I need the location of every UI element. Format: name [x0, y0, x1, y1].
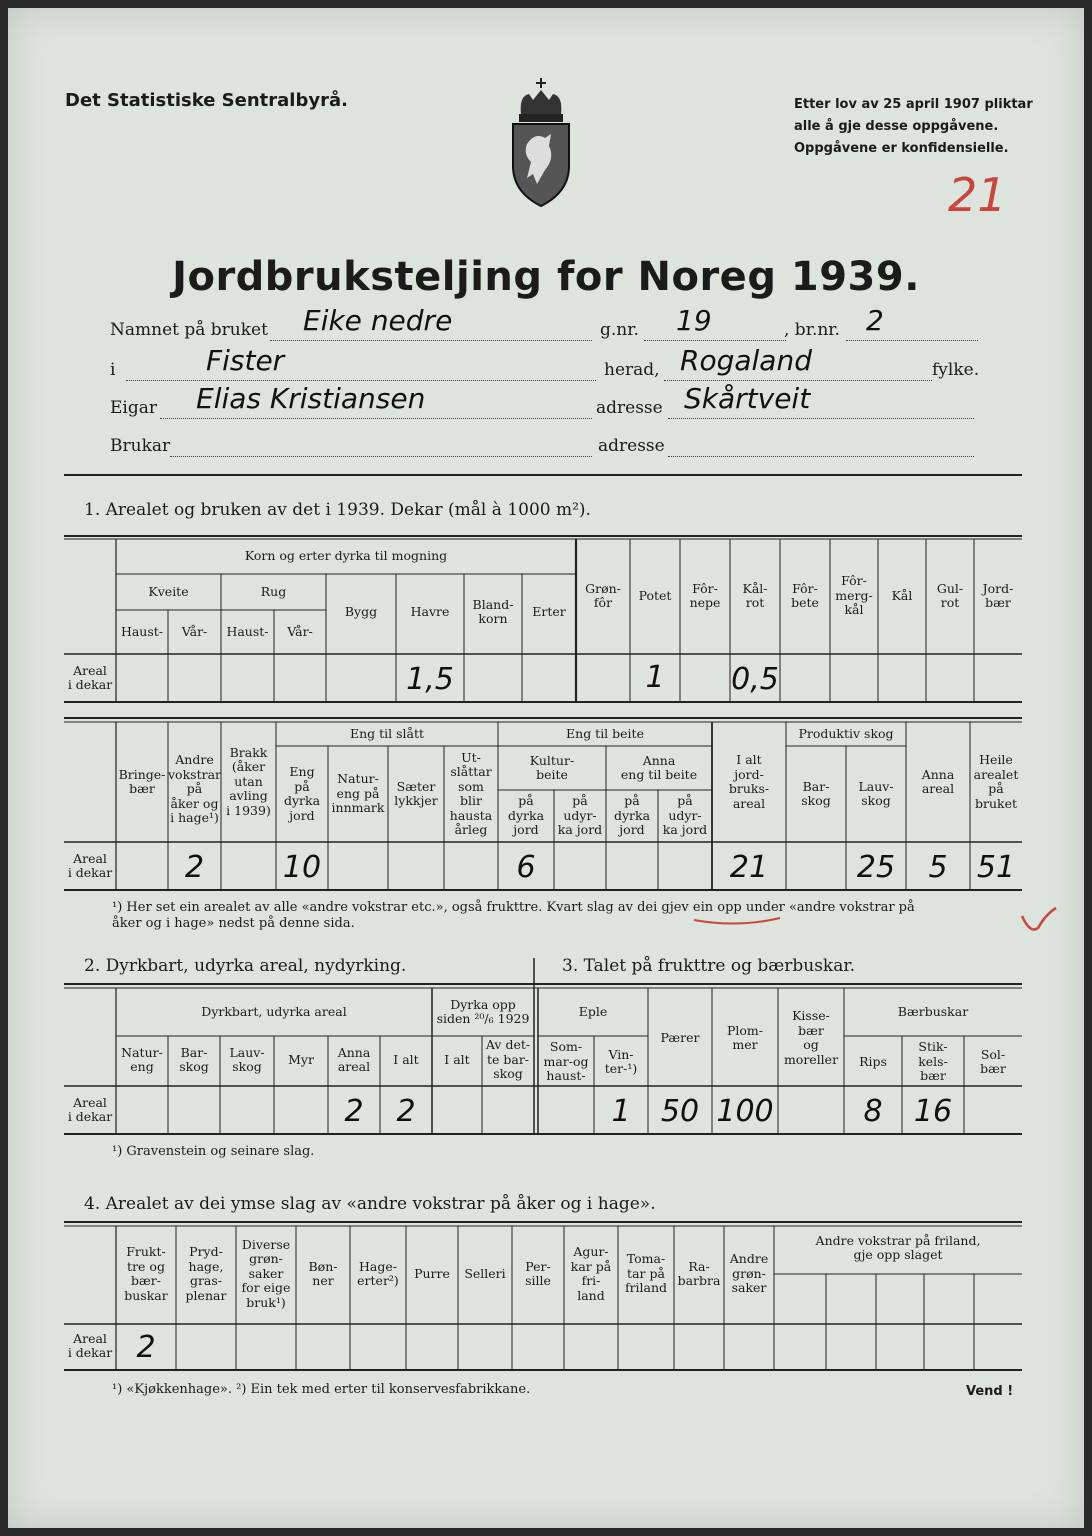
header-text: gje opp slaget — [853, 1247, 943, 1262]
header-text: Som- — [549, 1039, 583, 1055]
eng-dyrka-value[interactable]: 10 — [282, 850, 322, 885]
header-text: skog — [493, 1066, 523, 1082]
header-text: ka jord — [557, 822, 603, 838]
section4-footnote: ¹) «Kjøkkenhage». ²) Ein tek med erter til konservesfabrikkane. — [112, 1382, 531, 1397]
baerbuskar-column-header — [844, 1055, 902, 1070]
dyrkbart-column-header — [380, 1053, 432, 1068]
garden-column-header — [724, 1252, 774, 1296]
header-text: Diverse — [241, 1236, 291, 1252]
header-text: Heile — [979, 752, 1013, 767]
season-subheader — [274, 625, 326, 640]
header-text: Rips — [859, 1053, 887, 1069]
header-text: Natur- — [337, 771, 379, 787]
law-notice-line: alle å gje desse oppgåvene. — [794, 119, 999, 134]
header-text: Natur- — [121, 1044, 163, 1060]
header-text: haust- — [546, 1068, 586, 1084]
header-text: Ut- — [461, 749, 481, 765]
header-text: Sol- — [980, 1046, 1006, 1062]
section1-heading: 1. Arealet og bruken av det i 1939. Dekar (mål à 1000 m²). — [84, 500, 591, 520]
header-text: Pryd- — [189, 1244, 223, 1259]
header-text: jord- — [734, 766, 764, 782]
header-text: på — [677, 793, 693, 809]
season-subheader — [116, 625, 168, 640]
andre-vokstrar-header — [168, 753, 221, 826]
crop-column-header — [878, 589, 926, 604]
section4-heading: 4. Arealet av dei ymse slag av «andre vokstrar på åker og i hage». — [84, 1194, 656, 1214]
header-text: land — [577, 1287, 605, 1303]
header-text: Areal — [73, 850, 107, 866]
header-text: Bygg — [344, 603, 378, 619]
anna-areal-value[interactable]: 5 — [928, 850, 948, 885]
kalrot-value[interactable]: 0,5 — [731, 662, 779, 697]
dyrkbart-column-header — [328, 1046, 380, 1075]
header-text: merg- — [835, 587, 873, 603]
header-text: Eng til beite — [566, 725, 644, 741]
korn-group-header — [116, 549, 576, 564]
dyrkbart-i-alt-value[interactable]: 2 — [396, 1094, 416, 1129]
garden-column-header — [618, 1252, 674, 1296]
header-text: på — [572, 793, 588, 809]
frukttre-value[interactable]: 2 — [136, 1330, 156, 1365]
header-text: dyrka — [613, 807, 651, 823]
brukar-label: Brukar — [110, 436, 171, 456]
header-text: Agur- — [573, 1244, 609, 1259]
header-text: ner — [312, 1273, 334, 1288]
header-text: årleg — [454, 822, 488, 837]
eple-sommar-header — [538, 1040, 594, 1084]
garden-column-header — [512, 1260, 564, 1289]
crop-column-header — [630, 589, 680, 604]
footnote-line: ¹) Her set ein arealet av alle «andre vokstrar etc.», også frukttre. Kvart slag av dei gjev ein opp under «andre vokstrar på — [112, 900, 915, 915]
header-text: skog — [861, 793, 891, 808]
dyrkbart-column-header — [168, 1046, 220, 1075]
section2-footnote: ¹) Gravenstein og seinare slag. — [112, 1144, 315, 1159]
gnr-label: g.nr. — [600, 320, 639, 340]
baerbuskar-header — [844, 1005, 1022, 1020]
header-text: Dyrka opp — [450, 996, 516, 1012]
header-text: utan — [234, 773, 263, 789]
header-text: Haust- — [120, 623, 164, 639]
header-text: areal — [732, 795, 766, 811]
potet-value[interactable]: 1 — [645, 660, 665, 695]
header-text: moreller — [783, 1051, 839, 1067]
header-text: Kultur- — [529, 752, 575, 768]
crop-column-header — [974, 582, 1022, 611]
baerbuskar-column-header — [902, 1040, 964, 1084]
header-text: Sæter — [396, 778, 436, 794]
eple-vinter-header — [594, 1048, 648, 1077]
header-text: og — [803, 1037, 819, 1052]
header-text: ter-¹) — [604, 1061, 638, 1076]
header-text: Andre — [175, 752, 214, 767]
blandkorn-header — [464, 598, 522, 627]
header-text: som — [458, 778, 484, 794]
garden-column-header — [350, 1260, 406, 1289]
season-subheader — [221, 625, 274, 640]
kissebaer-header — [778, 1009, 844, 1067]
kulturbeite-header — [498, 754, 606, 783]
andre-value[interactable]: 2 — [184, 850, 205, 885]
header-text: beite — [536, 767, 568, 782]
plommer-header — [712, 1024, 778, 1053]
header-text: Areal — [73, 1330, 107, 1346]
crop-column-header — [780, 582, 830, 611]
header-text: Bringe- — [118, 766, 166, 782]
header-text: Bar- — [180, 1044, 208, 1060]
header-text: tar på — [627, 1265, 665, 1281]
eigar-label: Eigar — [110, 398, 157, 418]
header-text: areal — [921, 781, 955, 796]
heile-arealet-header — [970, 753, 1022, 811]
beite-subheader — [658, 794, 712, 838]
header-text: Purre — [414, 1265, 450, 1281]
header-text: Havre — [410, 603, 450, 619]
header-text: blir — [460, 793, 482, 808]
farm-name-value[interactable]: Eike nedre — [303, 304, 453, 337]
header-text: lykkjer — [394, 793, 438, 808]
crop-column-header — [830, 574, 878, 618]
header-text: Anna — [642, 752, 676, 768]
header-text: plenar — [185, 1287, 227, 1303]
header-text: Vår- — [287, 623, 313, 639]
header-text: udyr- — [563, 807, 597, 823]
vend-note: Vend ! — [966, 1384, 1014, 1399]
law-notice-line: Etter lov av 25 april 1907 pliktar — [794, 97, 1033, 112]
row-label — [64, 1096, 116, 1125]
header-text: fôr — [593, 595, 613, 610]
crop-column-header — [926, 582, 974, 611]
dyrkbart-anna-value[interactable]: 2 — [344, 1094, 364, 1129]
dyrkbart-group-header — [116, 1005, 432, 1020]
kulturbeite-dyrka-value[interactable]: 6 — [516, 850, 536, 885]
brukar-adresse-label: adresse — [598, 436, 665, 456]
eng-slatt-column-header — [444, 751, 498, 838]
i-alt-header — [712, 753, 786, 811]
plommer-value[interactable]: 100 — [716, 1094, 774, 1129]
garden-column-header — [116, 1245, 176, 1303]
brnr-value[interactable]: 2 — [866, 304, 884, 337]
garden-column-header — [564, 1245, 618, 1303]
header-text: Stik- — [918, 1039, 948, 1055]
header-text: Eng til slått — [349, 725, 425, 741]
header-text: Produktiv skog — [798, 725, 894, 741]
page-title: Jordbruksteljing for Noreg 1939. — [172, 254, 920, 300]
erter-header — [522, 605, 576, 620]
header-text: sille — [525, 1273, 551, 1288]
havre-header — [396, 605, 464, 620]
eigar-value[interactable]: Elias Kristiansen — [196, 382, 426, 415]
header-text: Andre — [729, 1251, 769, 1267]
header-text: Areal — [73, 662, 107, 678]
anna-eng-header — [606, 754, 712, 783]
beite-subheader — [606, 794, 658, 838]
lauvskog-header — [846, 780, 906, 809]
header-text: i hage¹) — [170, 810, 219, 825]
eng-slatt-column-header — [388, 780, 444, 809]
header-text: dyrka — [507, 807, 545, 823]
header-text: arealet — [973, 766, 1019, 782]
heile-value[interactable]: 51 — [976, 850, 1016, 885]
header-text: bær — [129, 781, 155, 796]
header-text: mer — [732, 1037, 758, 1052]
header-text: Per- — [525, 1258, 551, 1274]
crop-column-header — [730, 582, 780, 611]
footnote-line: åker og i hage» nedst på denne sida. — [112, 916, 355, 931]
header-text: (åker — [231, 759, 266, 775]
eple-header — [538, 1005, 648, 1020]
header-text: bær- — [131, 1273, 161, 1288]
header-text: dyrka — [283, 793, 321, 808]
header-text: Rug — [260, 583, 287, 599]
friland-group-header — [774, 1234, 1022, 1263]
header-text: i dekar — [67, 677, 113, 692]
header-text: Brakk — [229, 744, 268, 760]
brakk-header — [221, 746, 276, 819]
header-text: hage, — [188, 1258, 224, 1274]
header-text: Fôr- — [841, 573, 867, 589]
header-text: bær — [798, 1022, 824, 1038]
header-text: jord — [513, 822, 539, 838]
header-text: Grøn- — [585, 580, 621, 596]
bygg-header — [326, 605, 396, 620]
skog-header — [786, 727, 906, 742]
header-text: bete — [791, 595, 819, 610]
header-text: i dekar — [67, 1345, 113, 1360]
section1-footnote — [112, 900, 1032, 932]
header-text: bruk¹) — [246, 1294, 286, 1310]
header-text: innmark — [331, 800, 385, 816]
header-text: I alt — [444, 1051, 470, 1067]
header-text: saker — [731, 1280, 767, 1296]
header-text: eng på — [336, 785, 380, 801]
header-text: Anna — [921, 766, 955, 782]
header-text: Selleri — [464, 1265, 506, 1281]
header-text: Hage- — [359, 1258, 397, 1274]
row-label — [64, 664, 116, 693]
dyrka-i-alt-header — [432, 1053, 482, 1068]
header-text: mar-og — [543, 1053, 589, 1069]
header-text: Bar- — [802, 778, 830, 794]
header-text: vokstrar på — [168, 766, 222, 796]
header-text: rot — [745, 595, 765, 610]
section2-heading: 2. Dyrkbart, udyrka areal, nydyrking. — [84, 956, 407, 976]
header-text: i 1939) — [226, 802, 271, 818]
header-text: Toma- — [626, 1251, 666, 1267]
farm-name-label: Namnet på bruket — [110, 320, 268, 340]
header-text: Bærbuskar — [897, 1003, 969, 1019]
census-form-page — [8, 8, 1084, 1528]
header-text: på — [294, 778, 310, 794]
header-text: nepe — [689, 595, 721, 610]
header-text: Potet — [638, 587, 672, 603]
header-text: saker — [248, 1265, 284, 1281]
stikkelsbaer-value[interactable]: 16 — [913, 1094, 953, 1129]
header-text: buskar — [124, 1287, 168, 1303]
header-text: barbra — [677, 1273, 721, 1288]
header-text: bruket — [974, 795, 1018, 811]
header-text: Korn og erter dyrka til mogning — [244, 547, 448, 563]
rug-header — [221, 585, 326, 600]
baerbuskar-column-header — [964, 1048, 1022, 1077]
header-text: siden ²⁰/₆ 1929 — [436, 1011, 530, 1026]
garden-column-header — [296, 1260, 350, 1289]
herad-value[interactable]: Fister — [206, 344, 285, 377]
header-text: åker og — [170, 795, 219, 811]
kveite-header — [116, 585, 221, 600]
header-text: grøn- — [732, 1265, 766, 1281]
header-text: bær — [980, 1061, 1006, 1076]
garden-column-header — [236, 1238, 296, 1311]
header-text: Vår- — [181, 623, 208, 639]
section3-heading: 3. Talet på frukttre og bærbuskar. — [562, 956, 856, 976]
paerer-value[interactable]: 50 — [660, 1094, 700, 1129]
header-text: Fôr- — [792, 580, 818, 596]
i-label: i — [110, 360, 116, 380]
eng-beite-header — [498, 727, 712, 742]
header-text: på — [988, 781, 1004, 796]
header-text: Gul- — [936, 580, 964, 596]
herad-label: herad, — [604, 360, 660, 380]
fylke-label: fylke. — [932, 360, 980, 380]
header-text: Kveite — [148, 583, 189, 599]
header-text: slåttar — [450, 764, 492, 779]
header-text: i dekar — [67, 865, 113, 880]
header-text: Bøn- — [308, 1258, 338, 1274]
havre-value[interactable]: 1,5 — [406, 662, 454, 697]
header-text: rot — [940, 595, 960, 610]
header-text: bær — [920, 1068, 946, 1084]
header-text: Plom- — [726, 1022, 763, 1038]
header-text: Erter — [532, 603, 566, 619]
lauvskog-value[interactable]: 25 — [856, 850, 896, 885]
eng-slatt-column-header — [276, 765, 328, 823]
header-text: gras- — [189, 1273, 223, 1288]
crop-column-header — [680, 582, 730, 611]
header-text: fri- — [581, 1273, 601, 1288]
fylke-value[interactable]: Rogaland — [680, 344, 812, 377]
i-alt-value[interactable]: 21 — [729, 850, 769, 885]
header-text: Kisse- — [792, 1008, 830, 1023]
header-text: på — [518, 793, 534, 809]
garden-column-header — [674, 1260, 724, 1289]
header-text: kål — [844, 602, 864, 618]
header-text: tre og — [127, 1258, 165, 1274]
header-text: Lauv- — [229, 1044, 265, 1060]
dyrka-opp-header — [432, 998, 534, 1027]
header-text: kar på — [570, 1258, 612, 1274]
header-text: bruks- — [728, 781, 770, 796]
dyrkbart-column-header — [116, 1046, 168, 1075]
header-text: eng til beite — [620, 767, 698, 782]
header-text: eng — [130, 1059, 154, 1074]
header-text: ka jord — [662, 822, 708, 838]
page-number: 21 — [948, 168, 1007, 222]
header-text: skog — [801, 793, 831, 808]
eng-slatt-column-header — [328, 772, 388, 816]
header-text: Kål — [891, 587, 913, 603]
header-text: bær — [985, 595, 1011, 610]
eng-slatt-header — [276, 727, 498, 742]
eigar-adresse-value[interactable]: Skårtveit — [684, 382, 811, 415]
header-text: udyr- — [668, 807, 702, 823]
garden-column-header — [176, 1245, 236, 1303]
rips-value[interactable]: 8 — [863, 1094, 883, 1129]
dyrkbart-column-header — [274, 1053, 328, 1068]
header-text: Jord- — [982, 580, 1014, 596]
law-notice-line: Oppgåvene er konfidensielle. — [794, 141, 1009, 156]
header-text: te bar- — [486, 1051, 530, 1067]
dyrka-barskog-header — [482, 1038, 534, 1082]
header-text: Ra- — [688, 1258, 710, 1274]
header-text: friland — [624, 1280, 668, 1296]
garden-column-header — [406, 1267, 458, 1282]
organization-name: Det Statistiske Sentralbyrå. — [65, 90, 348, 111]
header-text: hausta — [449, 807, 493, 823]
header-text: grøn- — [249, 1251, 283, 1267]
header-text: Anna — [337, 1044, 371, 1060]
header-text: Areal — [73, 1094, 107, 1110]
header-text: Lauv- — [858, 778, 894, 794]
header-text: Eng — [289, 764, 315, 779]
header-text: i dekar — [67, 1109, 113, 1124]
header-text: Dyrkbart, udyrka areal — [201, 1003, 347, 1019]
header-text: kels- — [918, 1053, 948, 1069]
header-text: I alt — [736, 752, 762, 767]
garden-column-header — [458, 1267, 512, 1282]
bringebaer-header — [116, 768, 168, 797]
header-text: Fôr- — [692, 580, 718, 596]
header-text: areal — [337, 1059, 371, 1074]
header-text: på — [624, 793, 640, 809]
header-text: skog — [179, 1059, 209, 1074]
header-text: Frukt- — [126, 1244, 166, 1259]
header-text: Haust- — [226, 623, 269, 639]
header-text: korn — [478, 611, 508, 626]
header-text: I alt — [393, 1051, 419, 1067]
header-text: Myr — [288, 1051, 314, 1067]
beite-subheader — [554, 794, 606, 838]
brnr-label: , br.nr. — [784, 320, 840, 340]
header-text: Av det- — [485, 1037, 531, 1053]
eigar-adresse-label: adresse — [596, 398, 663, 418]
header-text: for eige — [241, 1280, 291, 1296]
paerer-header — [648, 1031, 712, 1046]
gnr-value[interactable]: 19 — [676, 304, 712, 337]
header-text: jord — [289, 807, 315, 823]
crop-column-header — [576, 582, 630, 611]
header-text: Andre vokstrar på friland, — [815, 1232, 981, 1248]
header-text: jord — [619, 822, 645, 838]
header-text: skog — [232, 1059, 262, 1074]
header-text: Eple — [578, 1003, 608, 1019]
header-text: avling — [229, 788, 268, 804]
eple-vinter-value[interactable]: 1 — [611, 1094, 631, 1129]
beite-subheader — [498, 794, 554, 838]
header-text: erter²) — [357, 1273, 399, 1288]
header-text: Pærer — [660, 1029, 700, 1045]
barskog-header — [786, 780, 846, 809]
season-subheader — [168, 625, 221, 640]
anna-areal-header — [906, 768, 970, 797]
header-text: Bland- — [472, 596, 514, 612]
row-label — [64, 1332, 116, 1361]
dyrkbart-column-header — [220, 1046, 274, 1075]
header-text: Kål- — [742, 580, 768, 596]
row-label — [64, 852, 116, 881]
header-text: Vin- — [608, 1046, 634, 1062]
